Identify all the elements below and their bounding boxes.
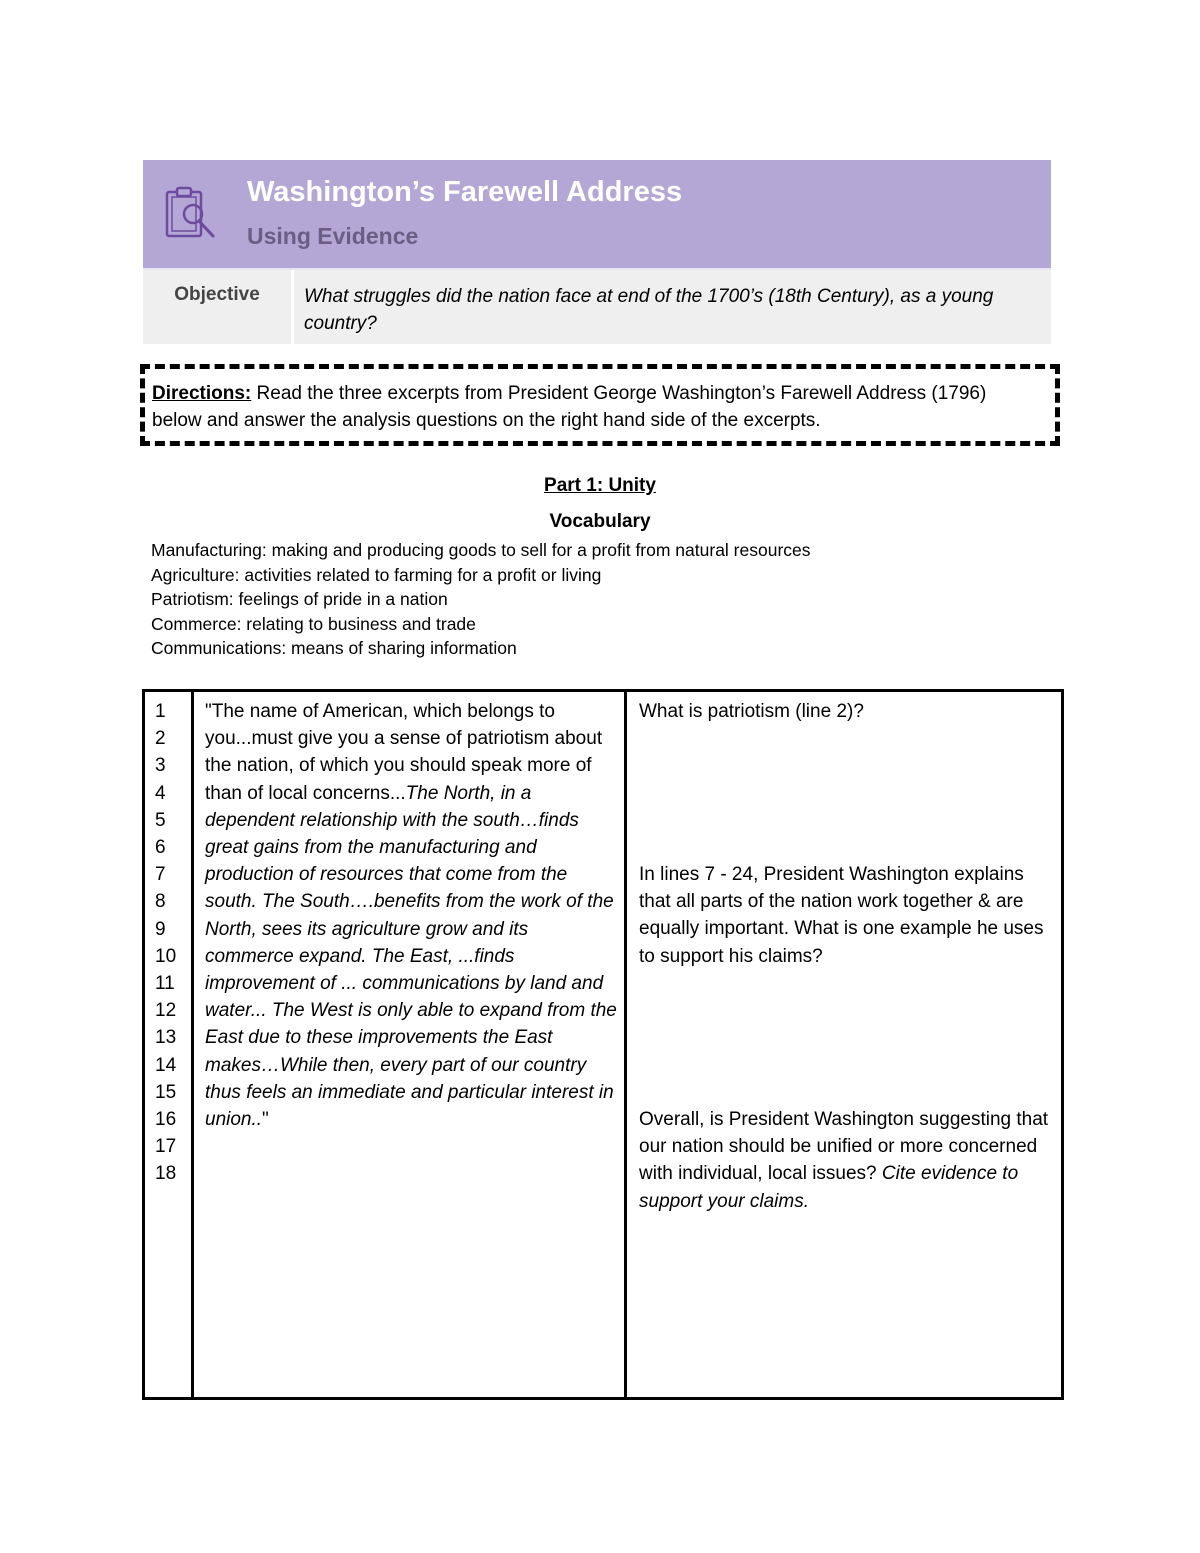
part-title: Part 1: Unity [544, 475, 656, 496]
line-number: 6 [155, 837, 166, 859]
line-number: 9 [155, 918, 166, 940]
column-divider [191, 692, 194, 1397]
page-title: Washington’s Farewell Address [247, 176, 683, 208]
vocab-item: Patriotism: feelings of pride in a nation [151, 589, 448, 610]
clipboard-magnifier-icon [163, 184, 225, 246]
line-number: 14 [155, 1054, 177, 1076]
line-numbers [155, 698, 176, 1188]
objective-row [143, 270, 1051, 344]
directions-label: Directions: [152, 383, 252, 404]
line-number: 3 [155, 755, 166, 777]
line-number: 18 [155, 1163, 177, 1185]
vocab-item: Agriculture: activities related to farming for a profit or living [151, 564, 602, 585]
excerpt-plain: "The name of American, which belongs to you...must give you a sense of patriotism about the nation, of which you should speak more of than of local concerns... [205, 701, 603, 804]
vocabulary-list [151, 538, 811, 661]
line-number: 4 [155, 782, 166, 804]
question-1: What is patriotism (line 2)? [639, 701, 864, 722]
excerpt-table [142, 689, 1064, 1400]
objective-question: What struggles did the nation face at end of the 1700’s (18th Century), as a young country? [294, 270, 1051, 344]
line-number: 13 [155, 1027, 177, 1049]
line-number: 7 [155, 864, 166, 886]
directions-box [140, 364, 1060, 446]
question-2: In lines 7 - 24, President Washington explains that all parts of the nation work together & are equally important. What is one example he uses to support his claims? [639, 864, 1044, 967]
header-banner [143, 160, 1051, 270]
question-3-text: Overall, is President Washington suggesting that our nation should be unified or more concerned with individual, local issues? [639, 1109, 1049, 1185]
excerpt-close: " [262, 1109, 269, 1131]
line-number: 5 [155, 809, 166, 831]
line-number: 15 [155, 1081, 177, 1103]
line-number: 2 [155, 728, 166, 750]
objective-label: Objective [143, 270, 291, 344]
line-number: 10 [155, 945, 177, 967]
column-divider [624, 692, 627, 1397]
directions-text: Read the three excerpts from President George Washington’s Farewell Address (1796) below and answer the analysis questions on the right hand side of the excerpts. [152, 383, 987, 431]
vocab-item: Communications: means of sharing information [151, 638, 517, 659]
line-number: 17 [155, 1136, 177, 1158]
excerpt-text [205, 698, 620, 1133]
vocabulary-heading: Vocabulary [549, 511, 651, 532]
line-number: 12 [155, 1000, 177, 1022]
vocab-item: Manufacturing: making and producing goods to sell for a profit from natural resources [151, 540, 811, 560]
line-number: 11 [155, 973, 175, 995]
page-subtitle: Using Evidence [247, 223, 419, 249]
vocab-item: Commerce: relating to business and trade [151, 613, 476, 634]
excerpt-italic: The North, in a dependent relationship with the south…finds great gains from the manufacturing and production of resources that come from the south. The South….benefits from the work of the North, sees its agriculture grow and its commerce expand. The East, ...finds improvement of ... communications by land and water... The West is only able to expand from the East due to these improvements the East makes…While then, every part of our country thus feels an immediate and particular interest in union.. [205, 782, 617, 1131]
question-3 [639, 1106, 1059, 1215]
line-number: 1 [155, 701, 166, 722]
line-number: 16 [155, 1109, 177, 1131]
line-number: 8 [155, 891, 166, 913]
question-3-prompt: Cite evidence to support your claims. [639, 1163, 1019, 1212]
